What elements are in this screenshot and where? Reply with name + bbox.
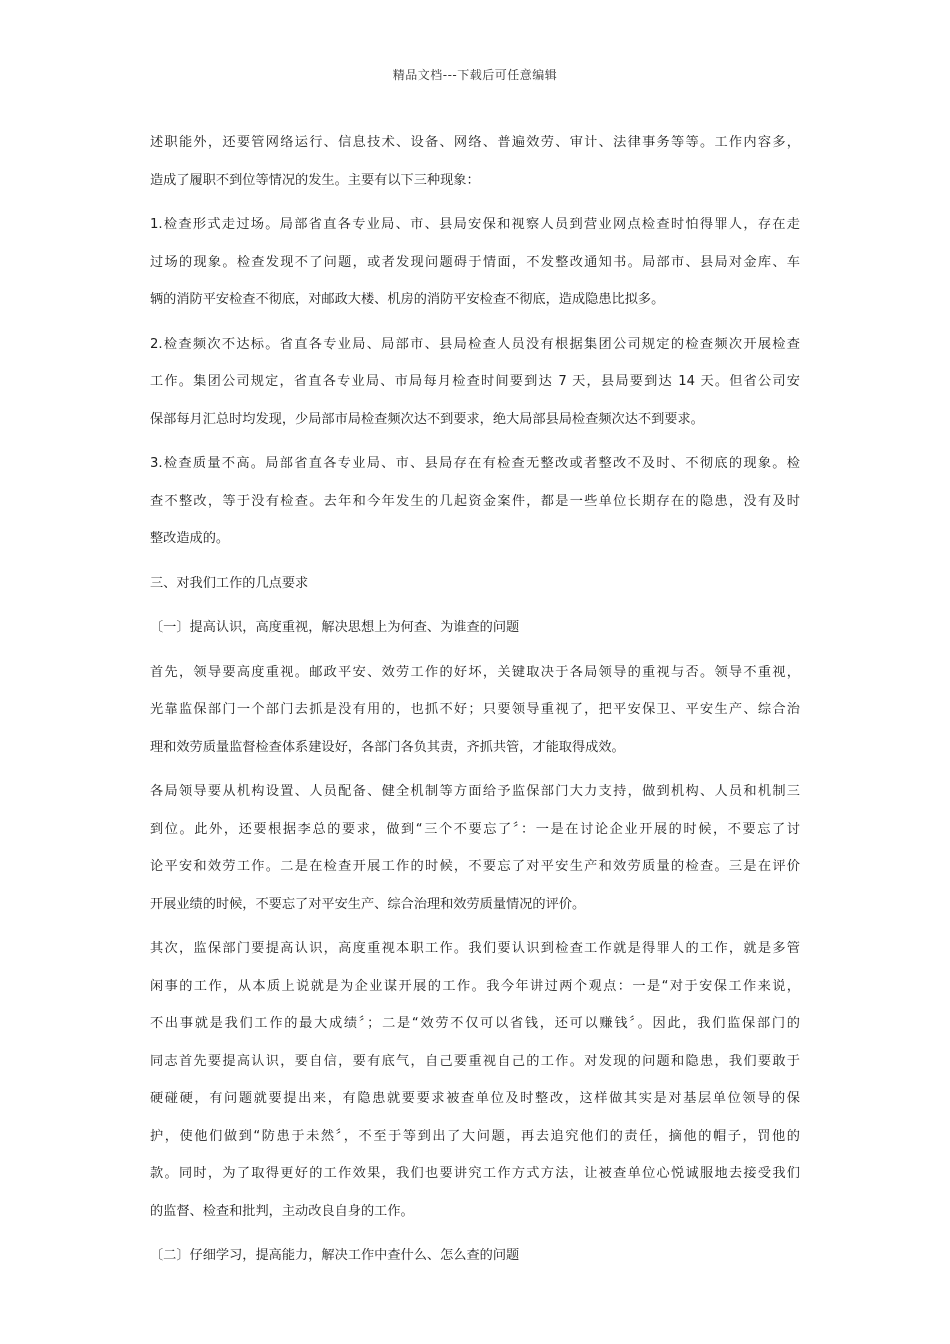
paragraph xyxy=(150,124,800,199)
text-line: 光靠监保部门一个部门去抓是没有用的，也抓不好；只要领导重视了，把平安保卫、平安生产、综合治 xyxy=(150,702,800,717)
text-line: 同志首先要提高认识，要自信，要有底气，自己要重视自己的工作。对发现的问题和隐患，我们要敢于 xyxy=(150,1053,800,1069)
text-line: 到位。此外，还要根据李总的要求，做到“三个不要忘了〞：一是在讨论企业开展的时候，不要忘了讨 xyxy=(150,821,800,837)
paragraph xyxy=(150,206,800,319)
paragraph xyxy=(150,326,800,439)
paragraph xyxy=(150,773,800,923)
text-line: 查不整改，等于没有检查。去年和今年发生的几起资金案件，都是一些单位长期存在的隐患，没有及时 xyxy=(150,493,800,509)
text-line: 的监督、检查和批判，主动改良自身的工作。 xyxy=(150,1203,414,1219)
text-line: 3.检查质量不高。局部省直各专业局、市、县局存在有检查无整改或者整改不及时、不彻底的现象。检 xyxy=(150,456,800,471)
text-line: 不出事就是我们工作的最大成绩〞；二是“效劳不仅可以省钱，还可以赚钱〞。因此，我们监保部门的 xyxy=(150,1016,800,1031)
text-line: 保部每月汇总时均发现，少局部市局检查频次达不到要求，绝大局部县局检查频次达不到要求。 xyxy=(150,411,704,427)
text-line: 护，使他们做到“防患于未然〞，不至于等到出了大问题，再去追究他们的责任，摘他的帽子，罚他的 xyxy=(150,1128,800,1144)
paragraph xyxy=(150,609,800,647)
text-line: 工作。集团公司规定，省直各专业局、市局每月检查时间要到达 7 天，县局要到达 14 天。但省公司安 xyxy=(150,374,800,389)
paragraph xyxy=(150,565,800,603)
text-line: 闲事的工作，从本质上说就是为企业谋开展的工作。我今年讲过两个观点：一是“对于安保工作来说， xyxy=(150,978,800,994)
text-line: 开展业绩的时候，不要忘了对平安生产、综合治理和效劳质量情况的评价。 xyxy=(150,896,586,912)
text-line: 1.检查形式走过场。局部省直各专业局、市、县局安保和视察人员到营业网点检查时怕得罪人，存在走 xyxy=(150,217,800,232)
text-line: 三、对我们工作的几点要求 xyxy=(150,575,309,591)
document-body xyxy=(150,124,800,1282)
page-header: 精品文档---下载后可任意编辑 xyxy=(392,68,558,82)
text-line: 辆的消防平安检查不彻底，对邮政大楼、机房的消防平安检查不彻底，造成隐患比拟多。 xyxy=(150,292,665,307)
text-line: 硬碰硬，有问题就要提出来，有隐患就要要求被查单位及时整改，这样做其实是对基层单位领导的保 xyxy=(150,1091,800,1106)
text-line: 述职能外，还要管网络运行、信息技术、设备、网络、普遍效劳、审计、法律事务等等。工作内容多， xyxy=(150,135,800,150)
text-line: 〔一〕提高认识，高度重视，解决思想上为何查、为谁查的问题 xyxy=(150,620,520,635)
text-line: 款。同时，为了取得更好的工作效果，我们也要讲究工作方式方法，让被查单位心悦诚服地去接受我们 xyxy=(150,1166,800,1181)
text-line: 首先，领导要高度重视。邮政平安、效劳工作的好坏，关键取决于各局领导的重视与否。领导不重视， xyxy=(150,664,800,680)
text-line: 过场的现象。检查发现不了问题，或者发现问题碍于情面，不发整改通知书。局部市、县局对金库、车 xyxy=(150,254,800,270)
text-line: 论平安和效劳工作。二是在检查开展工作的时候，不要忘了对平安生产和效劳质量的检查。三是在评价 xyxy=(150,859,800,874)
paragraph xyxy=(150,930,800,1230)
text-line: 2.检查频次不达标。省直各专业局、局部市、县局检查人员没有根据集团公司规定的检查频次开展检查 xyxy=(150,336,800,352)
text-line: 〔二〕仔细学习，提高能力，解决工作中查什么、怎么查的问题 xyxy=(150,1248,520,1263)
paragraph xyxy=(150,1237,800,1275)
text-line: 整改造成的。 xyxy=(150,531,230,546)
text-line: 造成了履职不到位等情况的发生。主要有以下三种现象： xyxy=(150,172,480,188)
paragraph xyxy=(150,654,800,767)
text-line: 各局领导要从机构设置、人员配备、健全机制等方面给予监保部门大力支持，做到机构、人员和机制三 xyxy=(150,784,800,799)
text-line: 理和效劳质量监督检查体系建设好，各部门各负其责，齐抓共管，才能取得成效。 xyxy=(150,739,625,755)
paragraph xyxy=(150,445,800,558)
text-line: 其次，监保部门要提高认识，高度重视本职工作。我们要认识到检查工作就是得罪人的工作，就是多管 xyxy=(150,941,800,956)
